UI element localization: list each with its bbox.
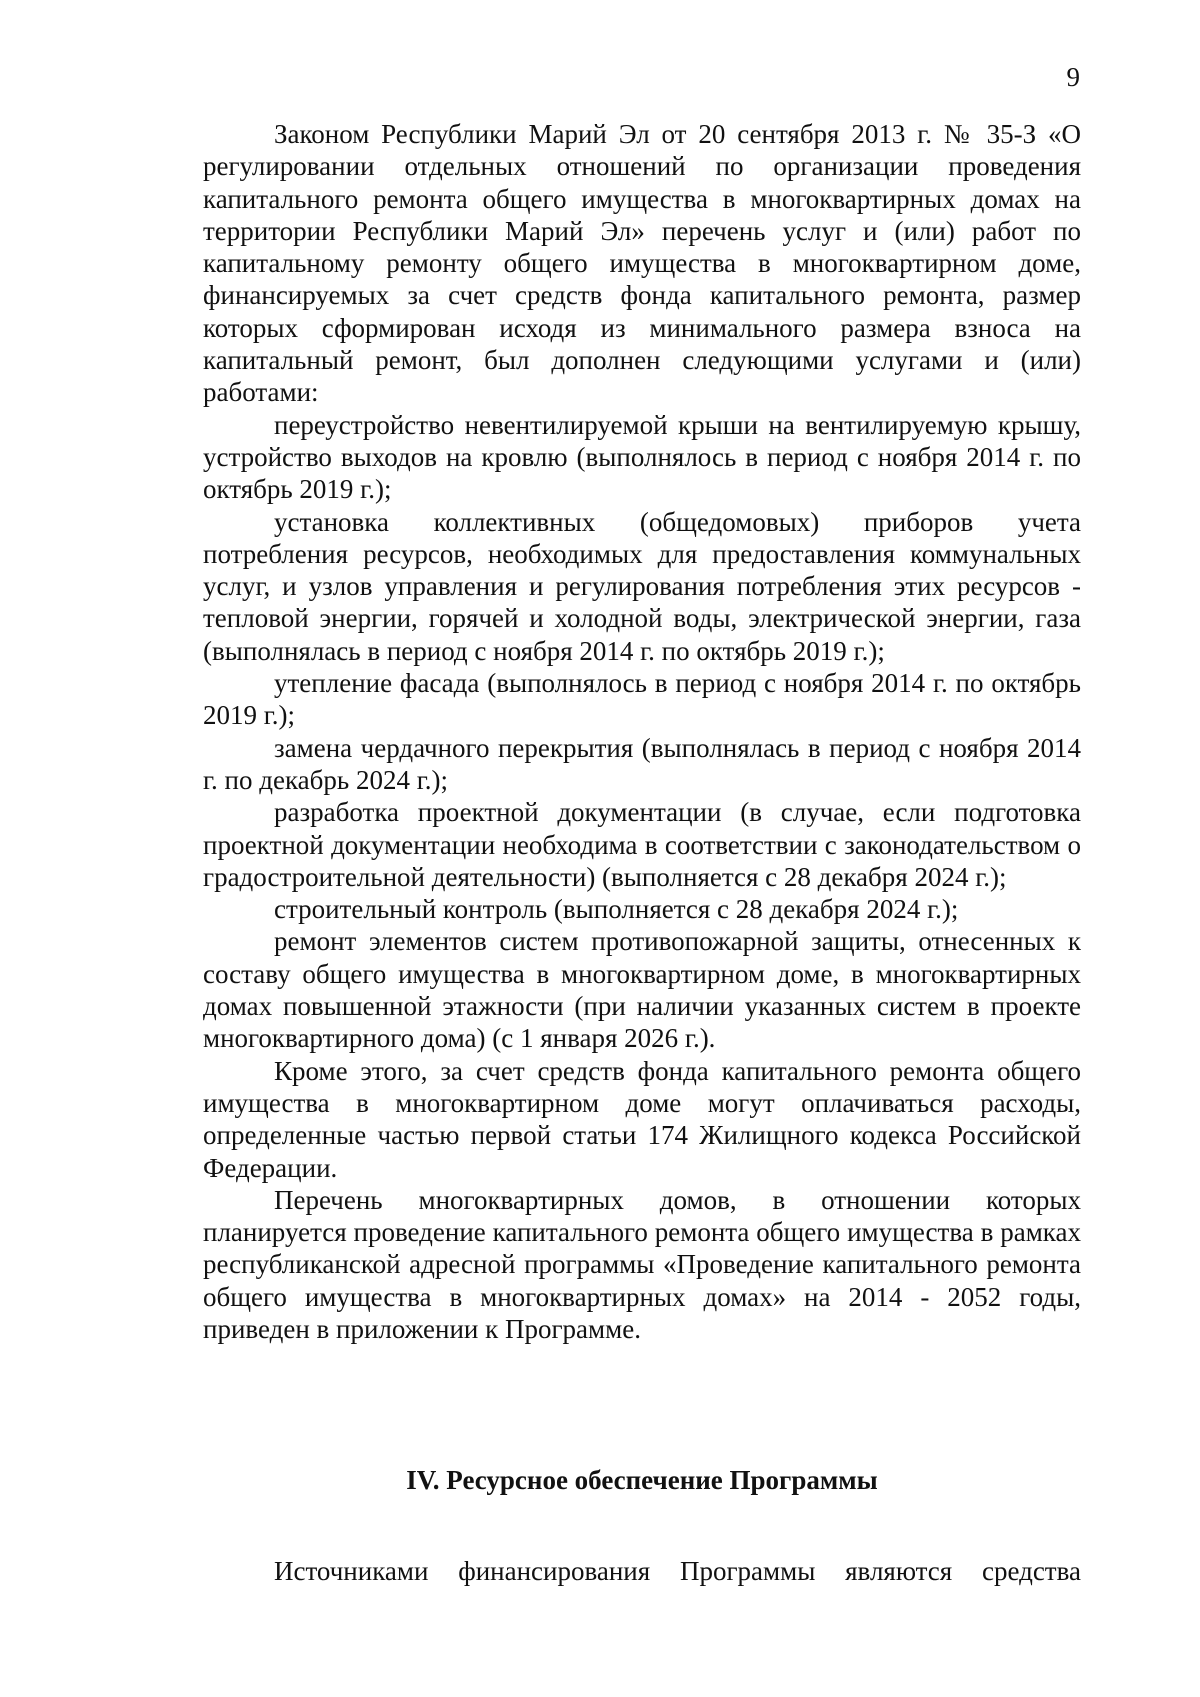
page-number: 9 [1066,62,1080,92]
list-item-construction-control: строительный контроль (выполняется с 28 декабря 2024 г.); [274,894,959,925]
list-item-meters: установка коллективных (общедомовых) приборов учета потребления ресурсов, необходимых для предоставления коммунальных услуг, и узлов управления и регулирования потребления этих ресурсов - тепловой энергии, горячей и холодной воды, электрической энергии, газа (выполнялась в период с ноября 2014 г. по октябрь 2019 г.); [203,506,1081,666]
list-item-roof: переустройство невентилируемой крыши на вентилируемую крышу, устройство выходов на кровлю (выполнялось в период с ноября 2014 г. по октябрь 2019 г.); [203,409,1081,505]
list-item-attic: замена чердачного перекрытия (выполнялась в период с ноября 2014 г. по декабрь 2024 г.); [203,732,1081,795]
paragraph-law-reference: Законом Республики Марий Эл от 20 сентября 2013 г. № 35-З «О регулировании отдельных отношений по организации проведения капитального ремонта общего имущества в многоквартирных домах на территории Республики Марий Эл» перечень услуг и (или) работ по капитальному ремонту общего имущества в многоквартирном доме, финансируемых за счет средств фонда капитального ремонта, размер которых сформирован исходя из минимального размера взноса на капитальный ремонт, был дополнен следующими услугами и (или) работами: [203,119,1081,408]
list-item-design-docs: разработка проектной документации (в случае, если подготовка проектной документации необходима в соответствии с законодательством о градостроительной деятельности) (выполняется с 28 декабря 2024 г.); [203,797,1081,892]
list-item-facade: утепление фасада (выполнялось в период с ноября 2014 г. по октябрь 2019 г.); [203,668,1081,731]
paragraph-expenses: Кроме этого, за счет средств фонда капитального ремонта общего имущества в многоквартирном доме могут оплачиваться расходы, определенные частью первой статьи 174 Жилищного кодекса Российской Федерации. [203,1055,1081,1183]
list-item-fire-protection: ремонт элементов систем противопожарной защиты, отнесенных к составу общего имущества в многоквартирном доме, в многоквартирных домах повышенной этажности (при наличии указанных систем в проекте многоквартирного дома) (с 1 января 2026 г.). [203,926,1081,1054]
paragraph-building-list: Перечень многоквартирных домов, в отношении которых планируется проведение капитального ремонта общего имущества в рамках республиканской адресной программы «Проведение капитального ремонта общего имущества в многоквартирных домах» на 2014 - 2052 годы, приведен в приложении к Программе. [203,1184,1081,1344]
paragraph-funding-start: Источниками финансирования Программы являются средства [274,1556,1081,1586]
section-heading: IV. Ресурсное обеспечение Программы [406,1465,878,1495]
document-body [203,118,1081,1345]
